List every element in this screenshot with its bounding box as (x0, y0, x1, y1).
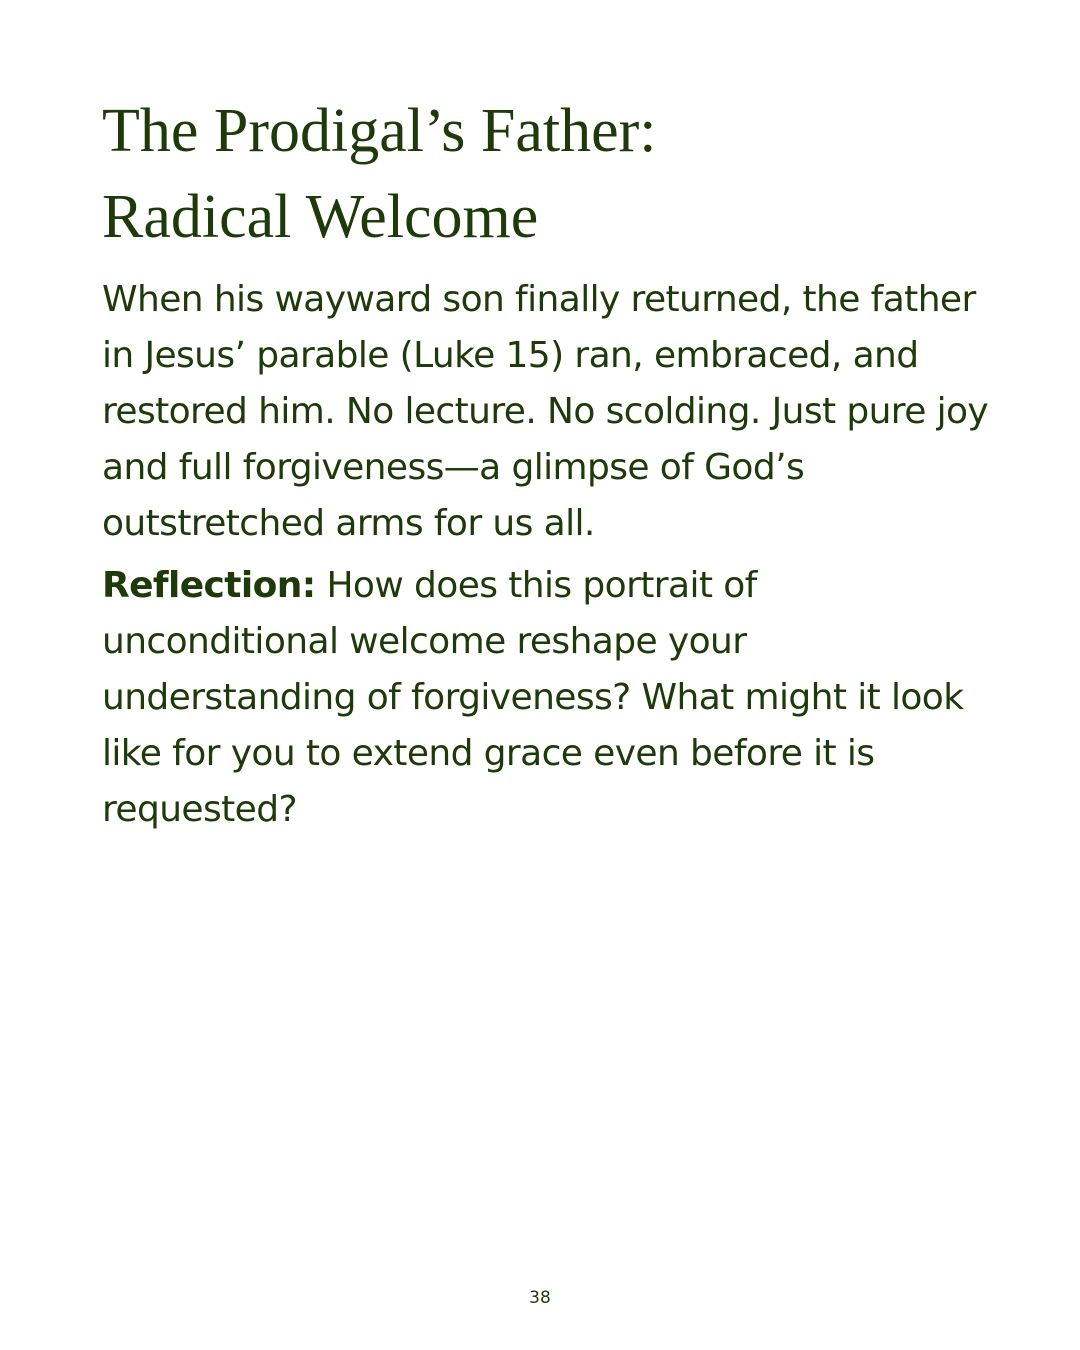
title-line-1: The Prodigal’s Father: (102, 97, 657, 165)
reflection-paragraph (102, 558, 992, 838)
title-line-2: Radical Welcome (102, 183, 539, 251)
reflection-label: Reflection: (102, 565, 316, 606)
reflection-text: How does this portrait of unconditional welcome reshape your understanding of forgiveness? What might it look like for you to extend grace even before it is requested? (102, 565, 964, 830)
page-title (102, 88, 982, 260)
page-number: 38 (529, 1288, 551, 1308)
body-paragraph: When his wayward son finally returned, the father in Jesus’ parable (Luke 15) ran, embraced, and restored him. No lecture. No scolding. Just pure joy and full forgiveness—a glimpse of God’s outstretched arms for us all. (102, 279, 989, 544)
